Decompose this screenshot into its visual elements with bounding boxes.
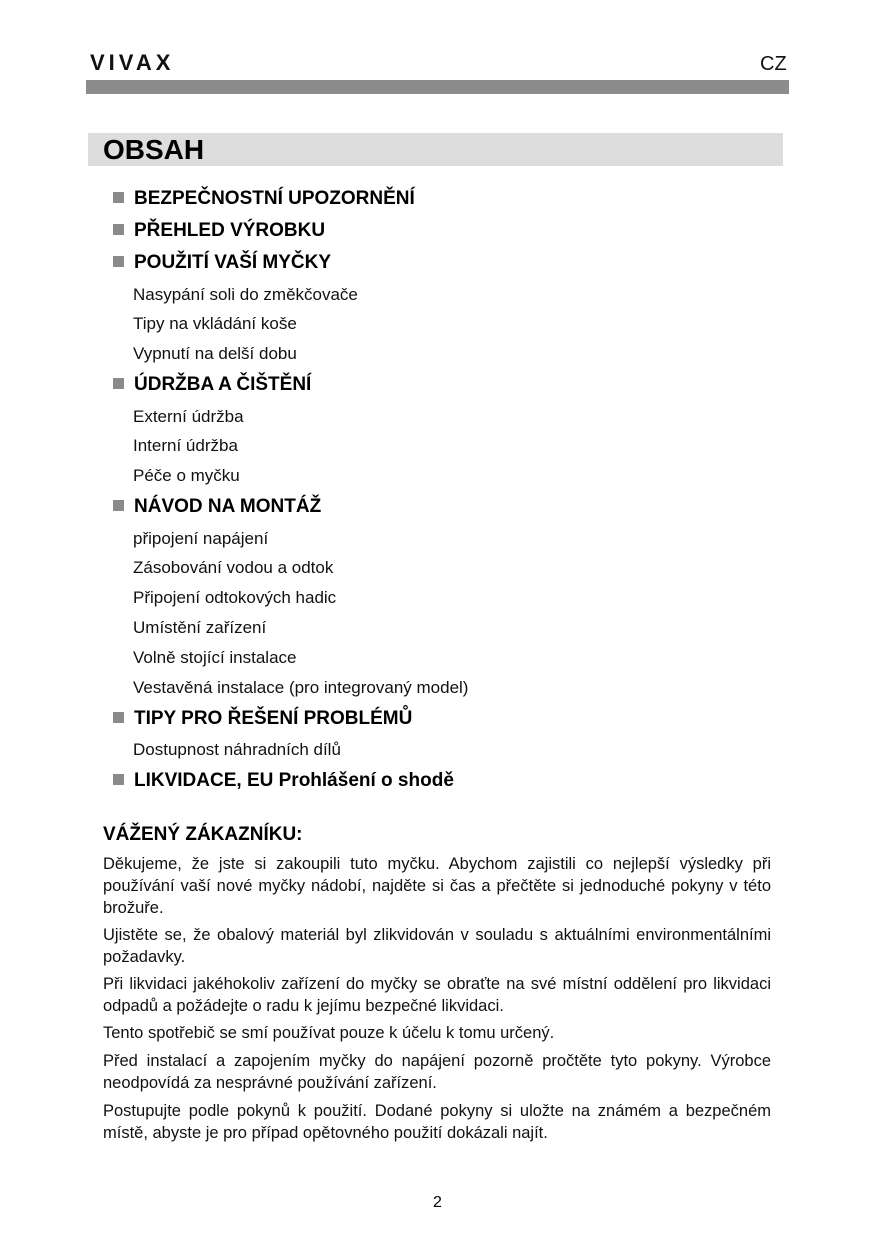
toc-item	[113, 251, 331, 275]
toc-item-label: LIKVIDACE, EU Prohlášení o shodě	[134, 770, 454, 791]
toc-item	[113, 495, 321, 519]
intro-paragraph: Před instalací a zapojením myčky do napájení pozorně pročtěte tyto pokyny. Výrobce neodpovídá za nesprávné používání zařízení.	[103, 1052, 771, 1092]
greeting-heading: VÁŽENÝ ZÁKAZNÍKU:	[103, 824, 303, 845]
toc-subitem: Volně stojící instalace	[133, 648, 297, 667]
toc-subitem: Nasypání soli do změkčovače	[133, 285, 358, 304]
toc-item-label: ÚDRŽBA A ČIŠTĚNÍ	[134, 374, 312, 395]
toc-subitem: Vestavěná instalace (pro integrovaný model)	[133, 678, 469, 697]
square-bullet-icon	[113, 224, 124, 235]
toc-item-label: PŘEHLED VÝROBKU	[134, 220, 326, 241]
intro-paragraph: Ujistěte se, že obalový materiál byl zlikvidován v souladu s aktuálními environmentálními požadavky.	[103, 926, 771, 966]
toc-item	[113, 219, 325, 243]
intro-paragraph: Při likvidaci jakéhokoliv zařízení do myčky se obraťte na své místní oddělení pro likvidaci odpadů a požádejte o radu k jejímu bezpečné likvidaci.	[103, 975, 771, 1015]
toc-subitem: Připojení odtokových hadic	[133, 588, 337, 607]
square-bullet-icon	[113, 774, 124, 785]
toc-subitem: Vypnutí na delší dobu	[133, 344, 297, 363]
toc-item	[113, 373, 311, 397]
toc-subitem: Péče o myčku	[133, 466, 240, 485]
toc-item	[113, 707, 412, 731]
toc-item	[113, 769, 454, 793]
brand-logo: VIVAX	[90, 50, 175, 75]
language-code: CZ	[760, 53, 787, 75]
toc-subitem: připojení napájení	[133, 529, 269, 548]
page-number: 2	[433, 1194, 442, 1211]
toc-subitem: Interní údržba	[133, 436, 238, 455]
toc-item	[113, 187, 415, 211]
intro-paragraph: Děkujeme, že jste si zakoupili tuto myčku. Abychom zajistili co nejlepší výsledky při používání vaší nové myčky nádobí, najděte si čas a přečtěte si jednoduché pokyny v této brožuře.	[103, 855, 771, 917]
toc-subitem: Umístění zařízení	[133, 618, 267, 637]
toc-item-label: TIPY PRO ŘEŠENÍ PROBLÉMŮ	[134, 708, 413, 729]
intro-paragraph: Postupujte podle pokynů k použití. Dodané pokyny si uložte na známém a bezpečném místě, abyste je pro případ opětovného použití dokázali najít.	[103, 1102, 771, 1142]
header-divider-bar	[86, 80, 789, 94]
square-bullet-icon	[113, 378, 124, 389]
square-bullet-icon	[113, 712, 124, 723]
square-bullet-icon	[113, 256, 124, 267]
square-bullet-icon	[113, 500, 124, 511]
toc-subitem: Dostupnost náhradních dílů	[133, 740, 341, 759]
toc-subitem: Externí údržba	[133, 407, 244, 426]
toc-item-label: BEZPEČNOSTNÍ UPOZORNĚNÍ	[134, 188, 415, 209]
square-bullet-icon	[113, 192, 124, 203]
toc-subitem: Tipy na vkládání koše	[133, 314, 297, 333]
toc-item-label: POUŽITÍ VAŠÍ MYČKY	[134, 252, 332, 273]
toc-subitem: Zásobování vodou a odtok	[133, 558, 334, 577]
section-title: OBSAH	[103, 134, 205, 165]
toc-item-label: NÁVOD NA MONTÁŽ	[134, 496, 322, 517]
intro-paragraph: Tento spotřebič se smí používat pouze k účelu k tomu určený.	[103, 1024, 555, 1042]
